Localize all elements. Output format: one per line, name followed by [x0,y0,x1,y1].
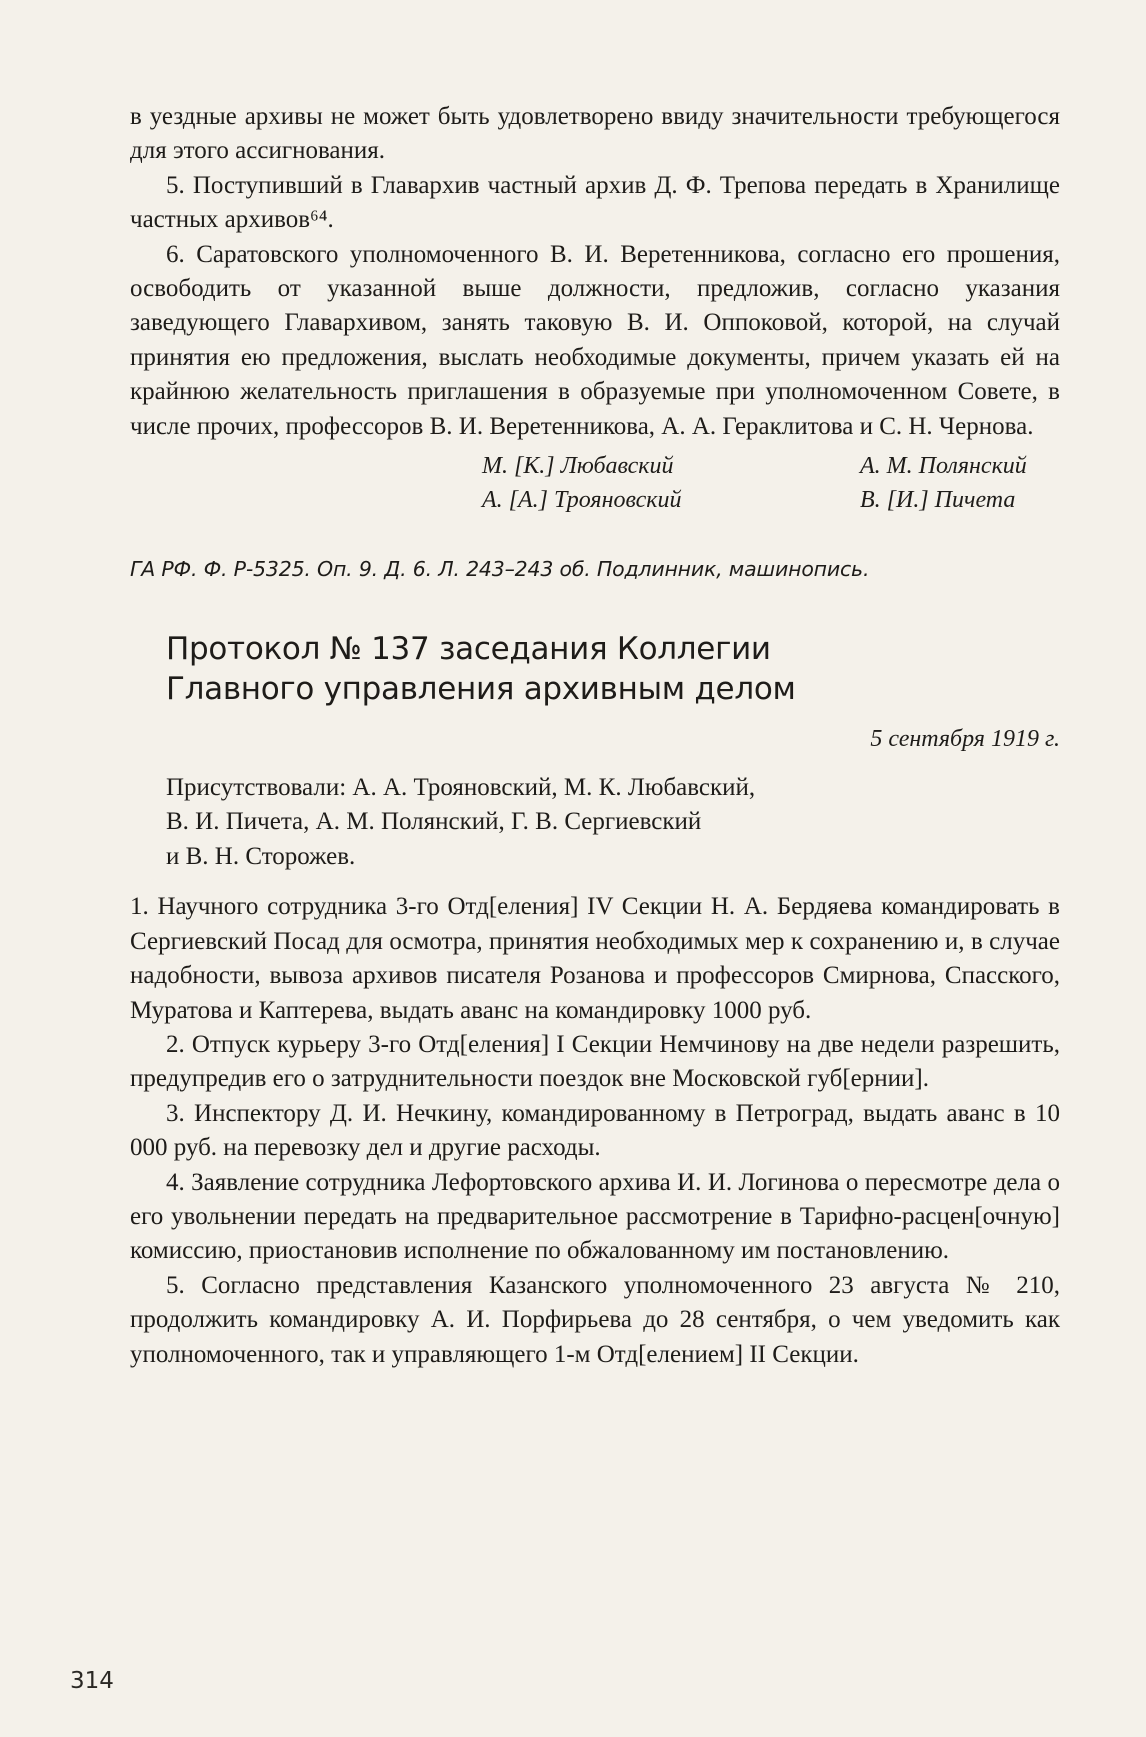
attendees-line: В. И. Пичета, А. М. Полянский, Г. В. Сергиевский [166,808,702,836]
signature-troyanovsky: А. [А.] Трояновский [482,487,682,514]
archive-source-citation: ГА РФ. Ф. Р-5325. Оп. 9. Д. 6. Л. 243–243 об. Подлинник, машинопись. [130,557,870,582]
protocol-date: 5 сентября 1919 г. [870,726,1060,753]
protocol-item-4: 4. Заявление сотрудника Лефортовского архива И. И. Логинова о пересмотре дела о его увольнении передать на предварительное рассмотрение в Тарифно-расцен[очную] комиссию, приостановив исполнение по обжалованному им постановлению. [130,1168,1060,1265]
signature-row [130,483,1060,517]
page-number: 314 [70,1668,114,1694]
attendees-line: и В. Н. Сторожев. [166,842,356,870]
protocol-title-line-2: Главного управления архивным делом [166,671,796,708]
signature-picheta: В. [И.] Пичета [860,487,1016,514]
paragraph-item-5: 5. Поступивший в Главархив частный архив Д. Ф. Трепова передать в Хранилище частных архивов⁶⁴. [130,171,1060,234]
paragraph-continuation: в уездные архивы не может быть удовлетворено ввиду значительности требующегося для этого ассигнования. [130,103,1060,165]
protocol-item-3: 3. Инспектору Д. И. Нечкину, командированному в Петроград, выдать аванс в 10 000 руб. на перевозку дел и другие расходы. [130,1099,1060,1162]
attendees-line: Присутствовали: А. А. Трояновский, М. К. Любавский, [166,774,756,802]
paragraph-item-6: 6. Саратовского уполномоченного В. И. Веретенникова, согласно его прошения, освободить от указанной выше должности, предложив, согласно указания заведующего Главархивом, занять таковую В. И. Оппоковой, которой, на случай принятия ею предложения, выслать необходимые документы, причем указать ей на крайнюю желательность приглашения в образуемые при уполномоченном Совете, в числе прочих, профессоров В. И. Веретенникова, А. А. Гераклитова и С. Н. Чернова. [130,240,1060,440]
attendees-list [166,771,1060,874]
signature-polyansky: А. М. Полянский [860,453,1027,480]
protocol-title-line-1: Протокол № 137 заседания Коллегии [166,631,771,668]
protocol-title [166,629,1060,709]
signature-row [130,449,1060,483]
text-column [130,100,1060,1372]
protocol-item-5: 5. Согласно представления Казанского уполномоченного 23 августа № 210, продолжить командировку А. И. Порфирьева до 28 сентября, о чем уведомить как уполномоченного, так и управляющего 1-м Отд[елением] II Секции. [130,1271,1060,1368]
signature-block [130,449,1060,517]
protocol-item-2: 2. Отпуск курьеру 3-го Отд[еления] I Секции Немчинову на две недели разрешить, предупредив его о затруднительности поездок вне Московской губ[ернии]. [130,1030,1060,1093]
protocol-items [130,890,1060,1372]
signature-lyubavsky: М. [К.] Любавский [482,453,674,480]
protocol-item-1: 1. Научного сотрудника 3-го Отд[еления] IV Секции Н. А. Бердяева командировать в Сергиевский Посад для осмотра, принятия необходимых мер к сохранению и, в случае надобности, вывоза архивов писателя Розанова и профессоров Смирнова, Спасского, Муратова и Каптерева, выдать аванс на командировку 1000 руб. [130,893,1060,1024]
